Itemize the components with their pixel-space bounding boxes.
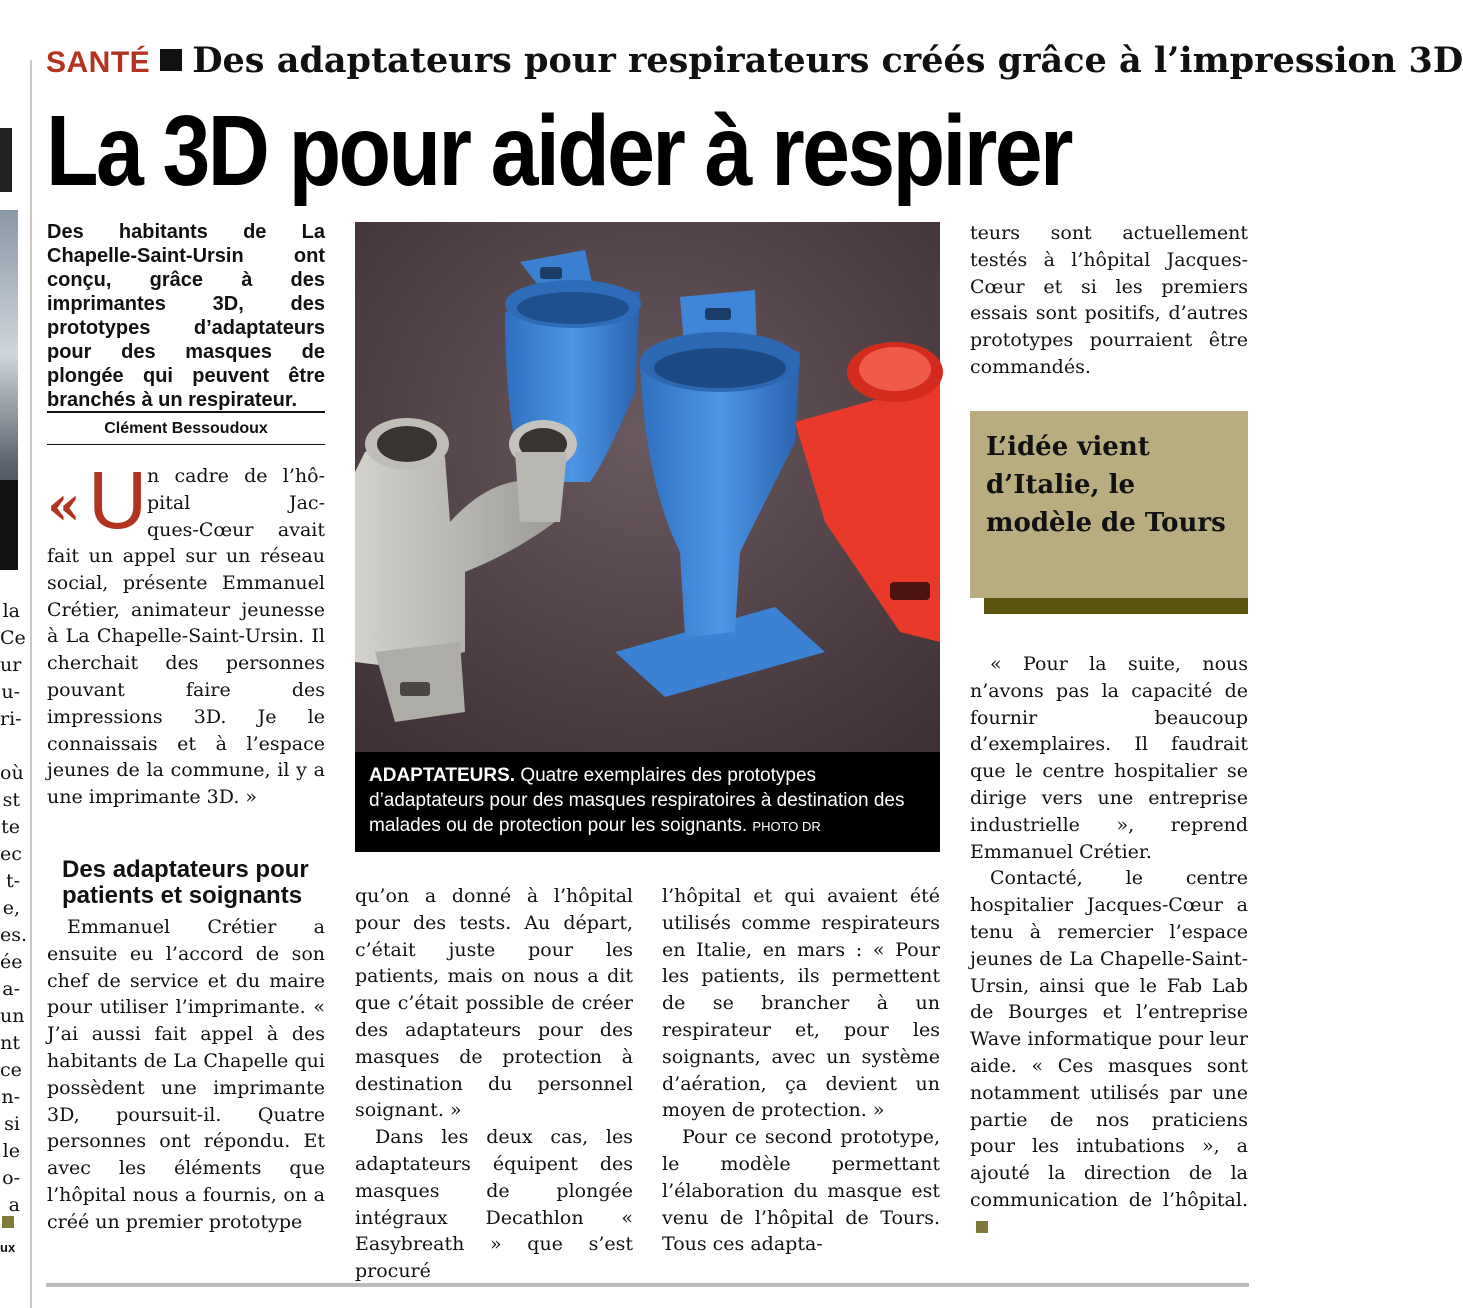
neighbor-fragment: ce xyxy=(0,1059,22,1081)
col1-para2: Emmanuel Crétier a ensuite eu l’accord de son chef de service et du maire pour utiliser l’imprimante. « J’ai aussi fait appel à des habitants de La Chapelle qui possèdent une imprimante 3D, poursuit-il. Quatre personnes ont répondu. Et avec les éléments que l’hôpital nous a fournis, on a créé un premier prototype xyxy=(47,916,325,1233)
neighbor-fragment: le xyxy=(2,1140,20,1162)
neighbor-text-fragments xyxy=(0,598,28,1219)
column-divider xyxy=(30,60,32,1308)
dropcap-quote: « xyxy=(47,473,81,537)
neighbor-fragment: st xyxy=(2,789,20,811)
neighbor-fragment: u- xyxy=(1,681,20,703)
neighbor-byline-fragment: ux xyxy=(0,1240,16,1255)
col1-para1: fait un appel sur un réseau social, présente Emmanuel Crétier, animateur jeunesse à La Chapelle-Saint-Ursin. Il cherchait des personnes pouvant faire des impressions 3D. Je le connaissais et à l’espace jeunes de la commune, il y a une imprimante 3D. » xyxy=(47,545,325,809)
col3-para1: l’hôpital et qui avaient été utilisés comme respirateurs en Italie, en mars : « Pour les patients, ils permettent de se brancher à un respirateur et, pour les soignants, avec un système d’aération, ça devient un moyen de protection. » xyxy=(662,885,940,1122)
col3-para2: Pour ce second prototype, le modèle permettant l’élaboration du masque est venu de l’hôpital de Tours. Tous ces adapta- xyxy=(662,1126,940,1256)
neighbor-fragment: te xyxy=(1,816,20,838)
photo-caption xyxy=(355,752,940,852)
neighbor-fragment xyxy=(0,733,20,760)
neighbor-fragment: ec xyxy=(0,843,22,865)
neighbor-fragment: a- xyxy=(2,978,20,1000)
text-line: n cadre de l’hô- xyxy=(147,465,325,487)
neighbor-fragment: a xyxy=(8,1194,20,1216)
col3-text xyxy=(662,883,940,1258)
standfirst: Des habitants de La Chapelle-Saint-Ursin ont conçu, grâce à des imprimantes 3D, des prototypes d’adaptateurs pour des masques de plongée qui peuvent être branchés à un respirateur. xyxy=(47,221,325,411)
neighbor-fragment: si xyxy=(4,1113,20,1135)
col2-para2: Dans les deux cas, les adaptateurs équipent des masques de plongée intégraux Decathlon « Easybreath » que s’est procuré xyxy=(355,1126,633,1283)
col2-para1: qu’on a donné à l’hôpital pour des tests. Au départ, c’était juste pour les patients, mais on nous a dit que c’était possible de créer des adaptateurs pour des masques de protection à destination du personnel soignant. » xyxy=(355,885,633,1122)
neighbor-fragment: ri- xyxy=(0,708,22,730)
kicker-text: Des adaptateurs pour respirateurs créés grâce à l’impression 3D xyxy=(192,40,1463,81)
headline: La 3D pour aider à respirer xyxy=(46,95,1071,207)
text-line: pital Jac- xyxy=(147,491,325,514)
col4-para2-wrap xyxy=(970,865,1248,1240)
section-label: SANTÉ xyxy=(46,46,151,79)
pull-box-bar xyxy=(984,598,1248,614)
col4-text xyxy=(970,651,1248,1241)
neighbor-fragment: ur xyxy=(0,654,22,676)
neighbor-fragment: t- xyxy=(5,870,20,892)
caption-label: ADAPTATEURS. xyxy=(369,765,516,786)
subhead: Des adaptateurs pour patients et soignants xyxy=(62,856,309,909)
kicker xyxy=(46,40,1463,81)
neighbor-photo-dark xyxy=(0,480,18,570)
text-line: ques-Cœur avait xyxy=(147,518,325,541)
square-bullet-icon xyxy=(160,49,182,71)
neighbor-fragment: ée xyxy=(0,951,23,973)
col1-dropcap-lines xyxy=(147,463,325,543)
bottom-rule xyxy=(46,1283,1249,1287)
photo-credit: PHOTO DR xyxy=(752,819,821,834)
neighbor-fragment: n- xyxy=(1,1086,20,1108)
neighbor-headline-fragment xyxy=(0,128,12,192)
dropcap-letter: U xyxy=(88,455,148,546)
neighbor-fragment: nt xyxy=(0,1032,20,1054)
end-square-icon xyxy=(976,1221,988,1233)
neighbor-fragment: un xyxy=(0,1005,25,1027)
byline-rule-bottom xyxy=(47,444,325,445)
col4-para2: Contacté, le centre hospitalier Jacques-Cœur a tenu à remercier l’espace jeunes de La Chapelle-Saint-Ursin, ainsi que le Fab Lab de Bourges et l’entreprise Wave informatique pour leur aide. « Ces masques sont notamment utilisés par une partie de nos praticiens pour les intubations », a ajouté la direction de la communication de l’hôpital. xyxy=(970,867,1248,1211)
neighbor-fragment: es. xyxy=(0,924,28,946)
byline: Clément Bessoudoux xyxy=(104,420,268,437)
article-photo xyxy=(355,222,940,752)
pull-box-title: L’idée vient d’Italie, le modèle de Tours xyxy=(986,432,1226,538)
neighbor-fragment: la xyxy=(2,600,20,622)
col2-text xyxy=(355,883,633,1285)
neighbor-fragment: Ce xyxy=(0,627,26,649)
neighbor-end-square-icon xyxy=(2,1216,14,1228)
col4-para0: teurs sont actuellement testés à l’hôpital Jacques-Cœur et si les premiers essais sont positifs, d’autres prototypes pourraient être commandés. xyxy=(970,222,1248,378)
col4-para1: « Pour la suite, nous n’avons pas la capacité de fournir beaucoup d’exemplaires. Il faudrait que le centre hospitalier se dirige vers une entreprise industrielle », reprend Emmanuel Crétier. xyxy=(970,653,1248,863)
adapters-illustration xyxy=(355,222,940,752)
neighbor-fragment: où xyxy=(0,762,24,784)
neighbor-fragment: o- xyxy=(2,1167,20,1189)
byline-rule-top xyxy=(47,411,325,413)
caption-text: Quatre exemplaires des prototypes d’adaptateurs pour des masques respiratoires à destination des malades ou de protection pour les soignants. xyxy=(369,765,905,836)
neighbor-fragment: e, xyxy=(2,897,20,919)
